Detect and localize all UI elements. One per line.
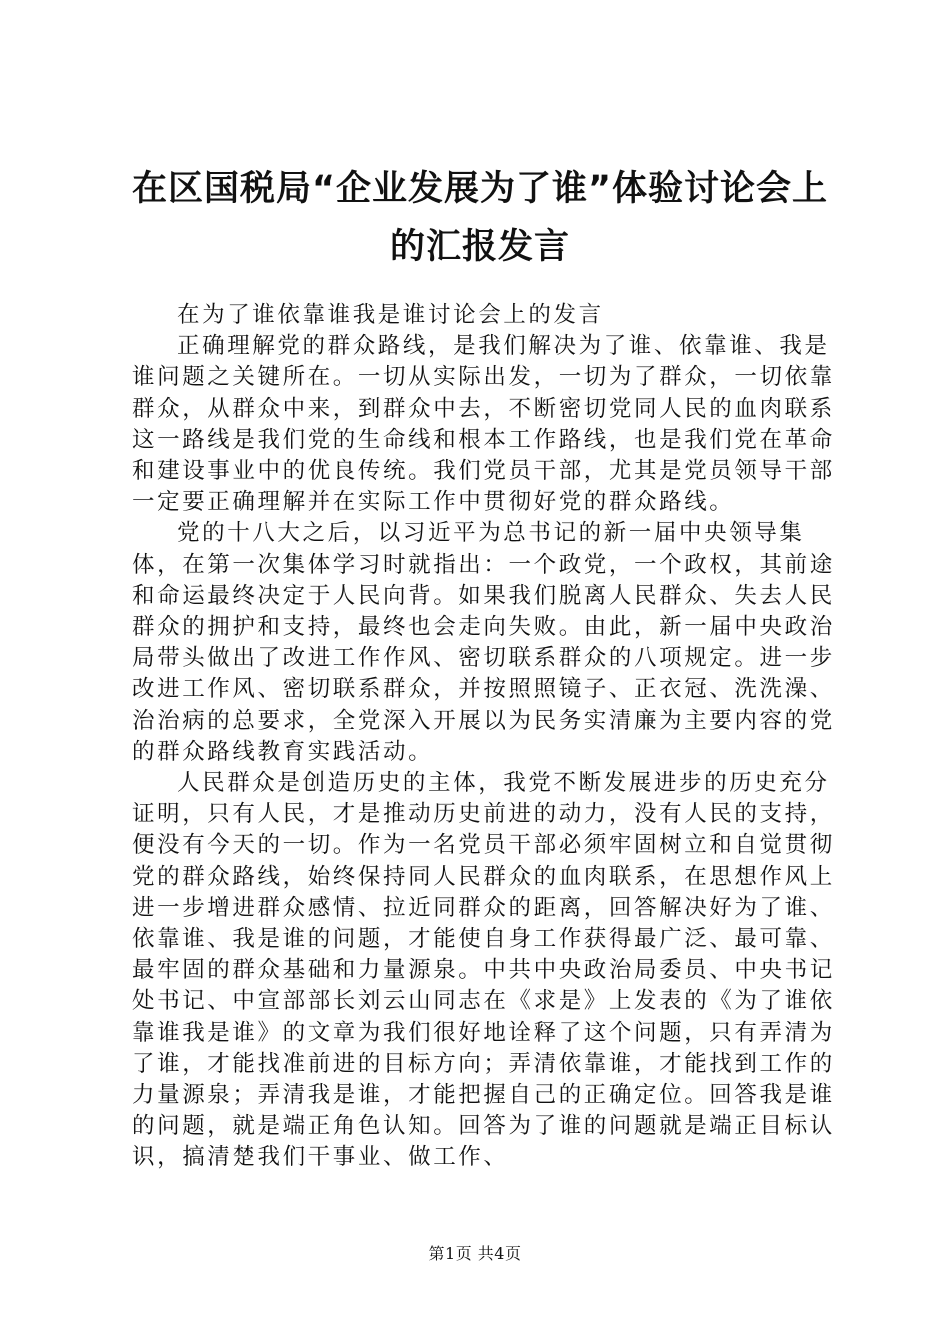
paragraph-3: 人民群众是创造历史的主体，我党不断发展进步的历史充分证明，只有人民，才是推动历史前进的动力，没有人民的支持，便没有今天的一切。作为一名党员干部必须牢固树立和自觉贯彻党的群众路线，始终保持同人民群众的血肉联系，在思想作风上进一步增进群众感情、拉近同群众的距离，回答解决好为了谁、依靠谁、我是谁的问题，才能使自身工作获得最广泛、最可靠、最牢固的群众基础和力量源泉。中共中央政治局委员、中央书记处书记、中宣部部长刘云山同志在《求是》上发表的《为了谁依靠谁我是谁》的文章为我们很好地诠释了这个问题，只有弄清为了谁，才能找准前进的目标方向；弄清依靠谁，才能找到工作的力量源泉；弄清我是谁，才能把握自己的正确定位。回答我是谁的问题，就是端正角色认知。回答为了谁的问题就是端正目标认识，搞清楚我们干事业、做工作、 — [132, 770, 835, 1171]
page-number-footer: 第1页 共4页 — [428, 1244, 522, 1263]
paragraph-1: 正确理解党的群众路线，是我们解决为了谁、依靠谁、我是谁问题之关键所在。一切从实际出发，一切为了群众，一切依靠群众，从群众中来，到群众中去，不断密切党同人民的血肉联系这一路线是我们党的生命线和根本工作路线，也是我们党在革命和建设事业中的优良传统。我们党员干部，尤其是党员领导干部一定要正确理解并在实际工作中贯彻好党的群众路线。 — [132, 333, 835, 516]
paragraph-subtitle: 在为了谁依靠谁我是谁讨论会上的发言 — [177, 302, 604, 328]
paragraph-2: 党的十八大之后，以习近平为总书记的新一届中央领导集体，在第一次集体学习时就指出：一个政党，一个政权，其前途和命运最终决定于人民向背。如果我们脱离人民群众、失去人民群众的拥护和支持，最终也会走向失败。由此，新一届中央政治局带头做出了改进工作作风、密切联系群众的八项规定。进一步改进工作风、密切联系群众，并按照照镜子、正衣冠、洗洗澡、治治病的总要求，全党深入开展以为民务实清廉为主要内容的党的群众路线教育实践活动。 — [132, 520, 835, 765]
document-title: 在区国税局“企业发展为了谁”体验讨论会上的汇报发言 — [131, 169, 828, 267]
document-body — [132, 300, 852, 1174]
